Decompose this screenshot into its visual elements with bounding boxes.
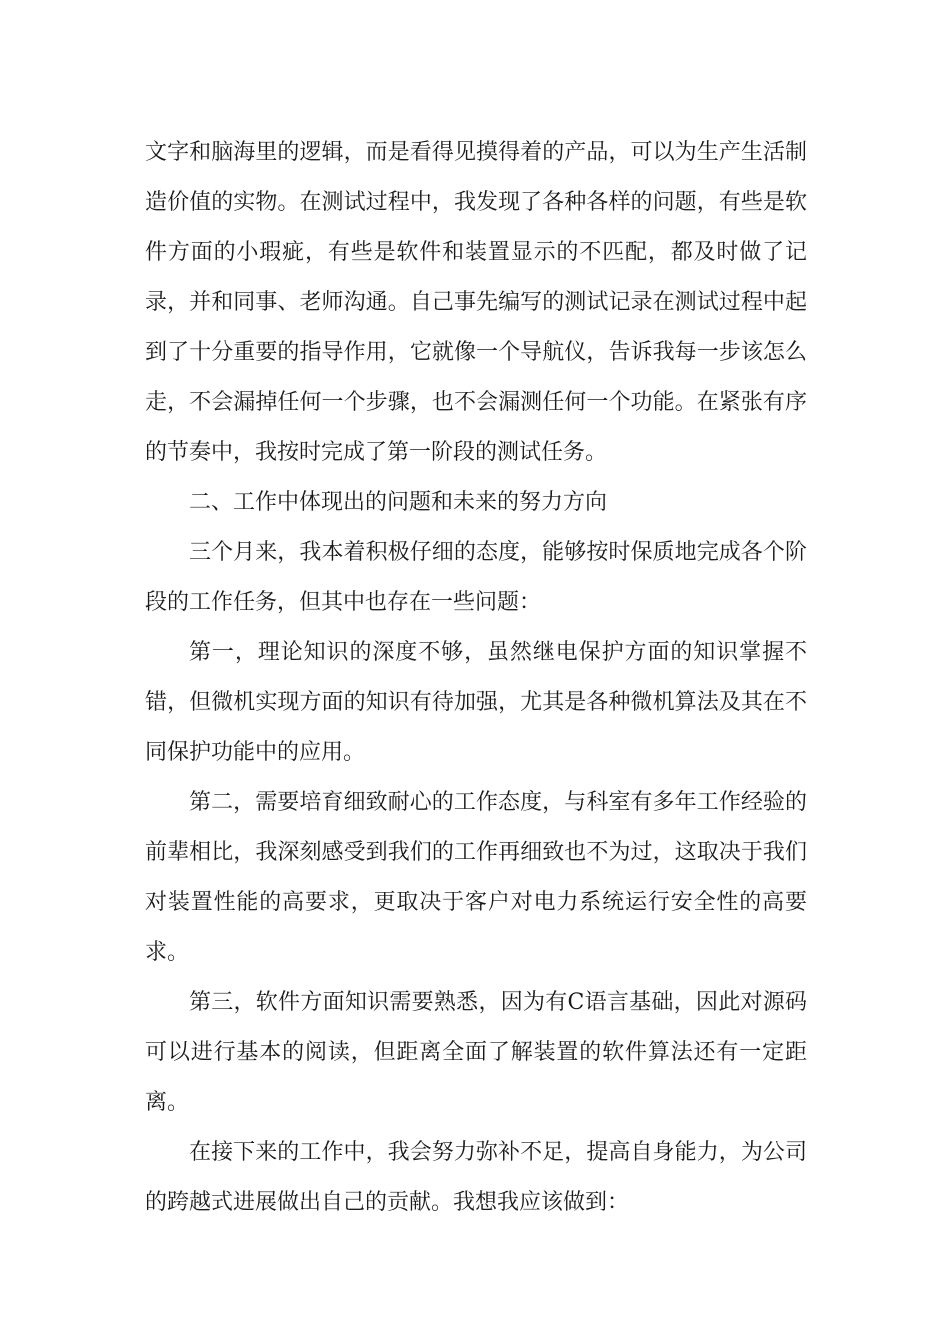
- paragraph-test-process: 文字和脑海里的逻辑，而是看得见摸得着的产品，可以为生产生活制造价值的实物。在测试过程中，我发现了各种各样的问题，有些是软件方面的小瑕疵，有些是软件和装置显示的不匹配，都及时做了记录，并和同事、老师沟通。自己事先编写的测试记录在测试过程中起到了十分重要的指导作用，它就像一个导航仪，告诉我每一步该怎么走，不会漏掉任何一个步骤，也不会漏测任何一个功能。在紧张有序的节奏中，我按时完成了第一阶段的测试任务。: [145, 140, 807, 465]
- paragraph-next-steps: 在接下来的工作中，我会努力弥补不足，提高自身能力，为公司的跨越式进展做出自己的贡献。我想我应该做到：: [145, 1140, 807, 1215]
- paragraph-summary: 三个月来，我本着积极仔细的态度，能够按时保质地完成各个阶段的工作任务，但其中也存在一些问题：: [145, 540, 807, 615]
- paragraph-point-three: 第三，软件方面知识需要熟悉，因为有C语言基础，因此对源码可以进行基本的阅读，但距离全面了解装置的软件算法还有一定距离。: [145, 990, 807, 1115]
- paragraph-point-two: 第二，需要培育细致耐心的工作态度，与科室有多年工作经验的前辈相比，我深刻感受到我们的工作再细致也不为过，这取决于我们对装置性能的高要求，更取决于客户对电力系统运行安全性的高要求。: [145, 790, 807, 965]
- section-heading-problems: 二、工作中体现出的问题和未来的努力方向: [189, 490, 608, 515]
- document-body: [145, 128, 807, 1228]
- paragraph-point-one: 第一，理论知识的深度不够，虽然继电保护方面的知识掌握不错，但微机实现方面的知识有待加强，尤其是各种微机算法及其在不同保护功能中的应用。: [145, 640, 807, 765]
